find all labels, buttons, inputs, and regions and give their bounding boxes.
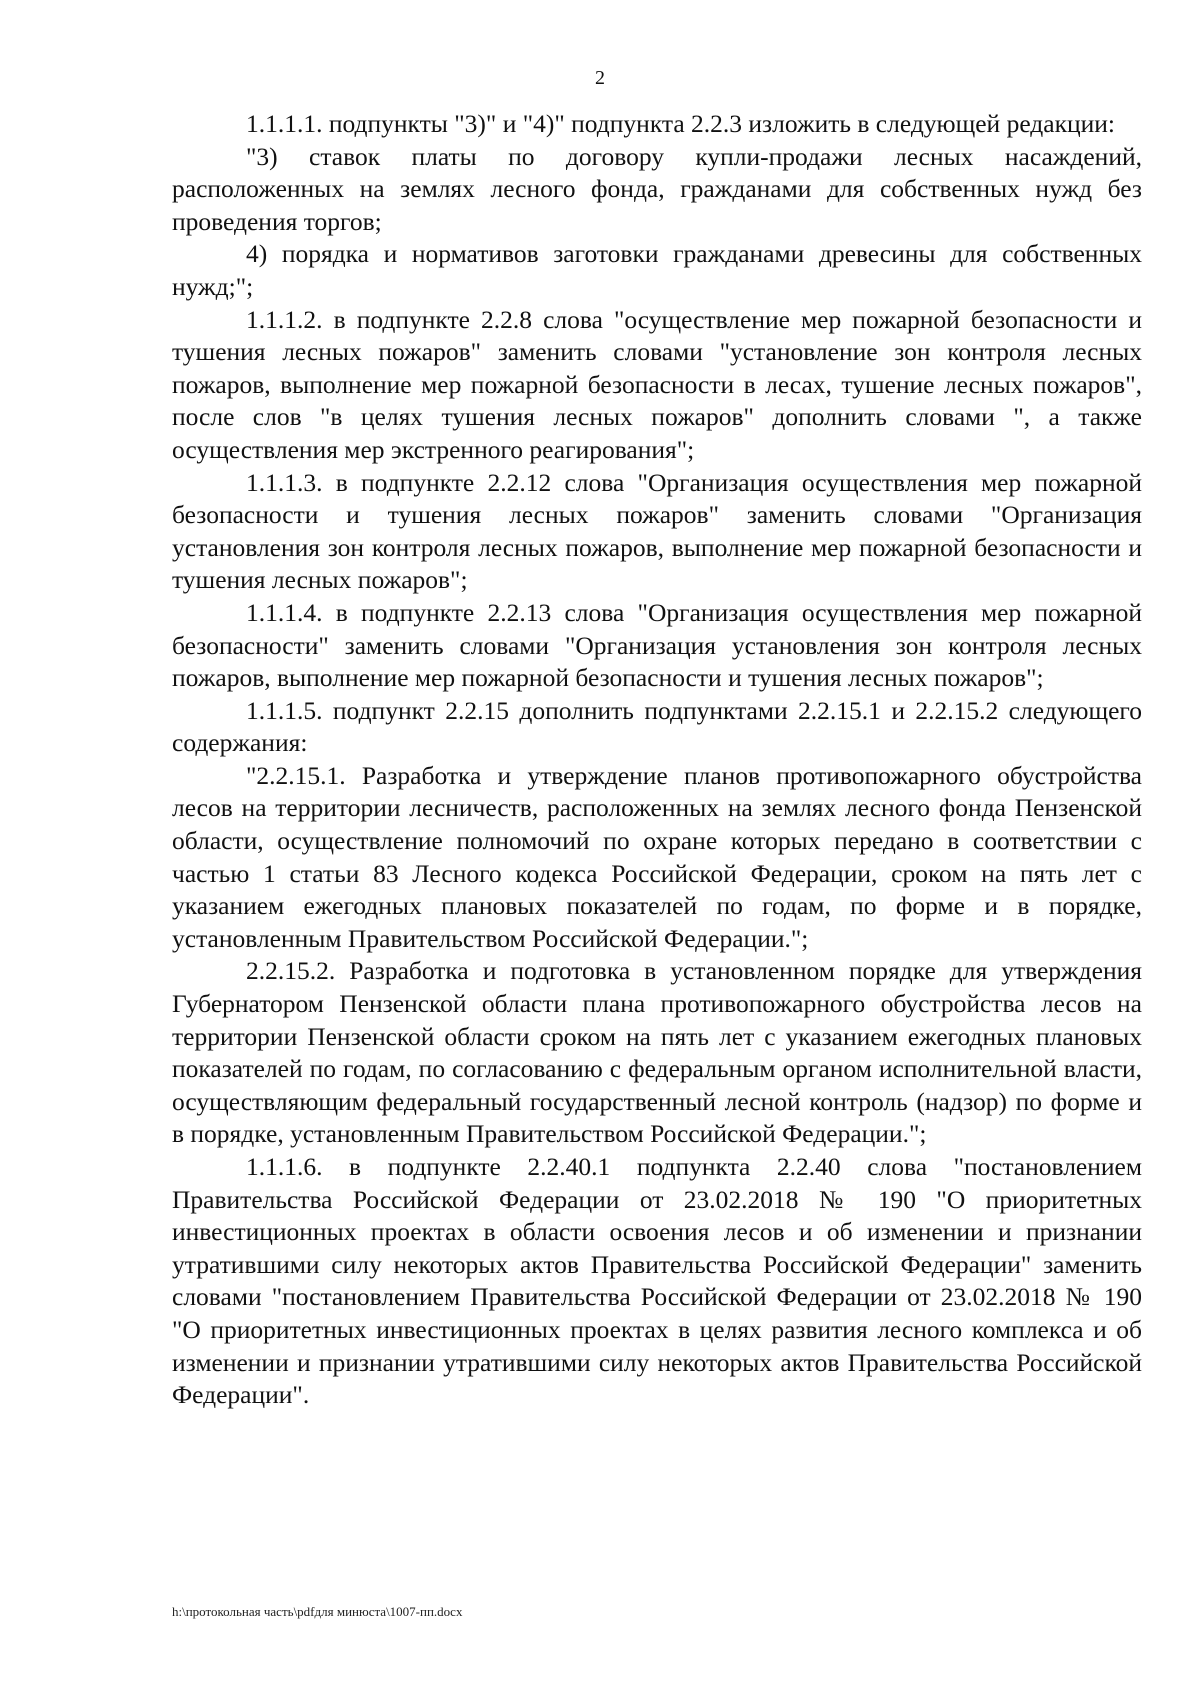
paragraph-1-1-1-3: 1.1.1.3. в подпункте 2.2.12 слова "Организация осуществления мер пожарной безопасности и тушения лесных пожаров" заменить словами "Организация установления зон контроля лесных пожаров, выполнение мер пожарной безопасности и тушения лесных пожаров";: [172, 467, 1142, 595]
paragraph-1-1-1-1: 1.1.1.1. подпункты "3)" и "4)" подпункта 2.2.3 изложить в следующей редакции:: [246, 109, 1116, 138]
paragraph-1-1-1-2: 1.1.1.2. в подпункте 2.2.8 слова "осуществление мер пожарной безопасности и тушения лесных пожаров" заменить словами "установление зон контроля лесных пожаров, выполнение мер пожарной безопасности в лесах, тушение лесных пожаров", после слов "в целях тушения лесных пожаров" дополнить словами ", а также осуществления мер экстренного реагирования";: [172, 304, 1142, 464]
paragraph-2-2-15-1: "2.2.15.1. Разработка и утверждение планов противопожарного обустройства лесов на территории лесничеств, расположенных на землях лесного фонда Пензенской области, осуществление полномочий по охране которых передано в соответствии с частью 1 статьи 83 Лесного кодекса Российской Федерации, сроком на пять лет с указанием ежегодных плановых показателей по годам, по форме и в порядке, установленным Правительством Российской Федерации.";: [172, 760, 1142, 953]
paragraph-1-1-1-6: 1.1.1.6. в подпункте 2.2.40.1 подпункта 2.2.40 слова "постановлением Правительства Российской Федерации от 23.02.2018 № 190 "О приоритетных инвестиционных проектах в области освоения лесов и об изменении и признании утратившими силу некоторых актов Правительства Российской Федерации" заменить словами "постановлением Правительства Российской Федерации от 23.02.2018 № 190 "О приоритетных инвестиционных проектах в целях развития лесного комплекса и об изменении и признании утратившими силу некоторых актов Правительства Российской Федерации".: [172, 1152, 1142, 1410]
paragraph-item-4: 4) порядка и нормативов заготовки гражданами древесины для собственных нужд;";: [172, 239, 1142, 301]
page-number: 2: [595, 67, 605, 89]
document-body: [172, 108, 1142, 1412]
paragraph-item-3: "3) ставок платы по договору купли-продажи лесных насаждений, расположенных на землях лесного фонда, гражданами для собственных нужд без проведения торгов;: [172, 141, 1142, 236]
footer-file-path: h:\протокольная часть\pdfдля минюста\1007-пп.docx: [172, 1604, 463, 1619]
paragraph-2-2-15-2: 2.2.15.2. Разработка и подготовка в установленном порядке для утверждения Губернатором Пензенской области плана противопожарного обустройства лесов на территории Пензенской области сроком на пять лет с указанием ежегодных плановых показателей по годам, по согласованию с федеральным органом исполнительной власти, осуществляющим федеральный государственный лесной контроль (надзор) по форме и в порядке, установленным Правительством Российской Федерации.";: [172, 956, 1142, 1149]
paragraph-1-1-1-4: 1.1.1.4. в подпункте 2.2.13 слова "Организация осуществления мер пожарной безопасности" заменить словами "Организация установления зон контроля лесных пожаров, выполнение мер пожарной безопасности и тушения лесных пожаров";: [172, 597, 1142, 693]
paragraph-1-1-1-5: 1.1.1.5. подпункт 2.2.15 дополнить подпунктами 2.2.15.1 и 2.2.15.2 следующего содержания:: [172, 695, 1142, 758]
